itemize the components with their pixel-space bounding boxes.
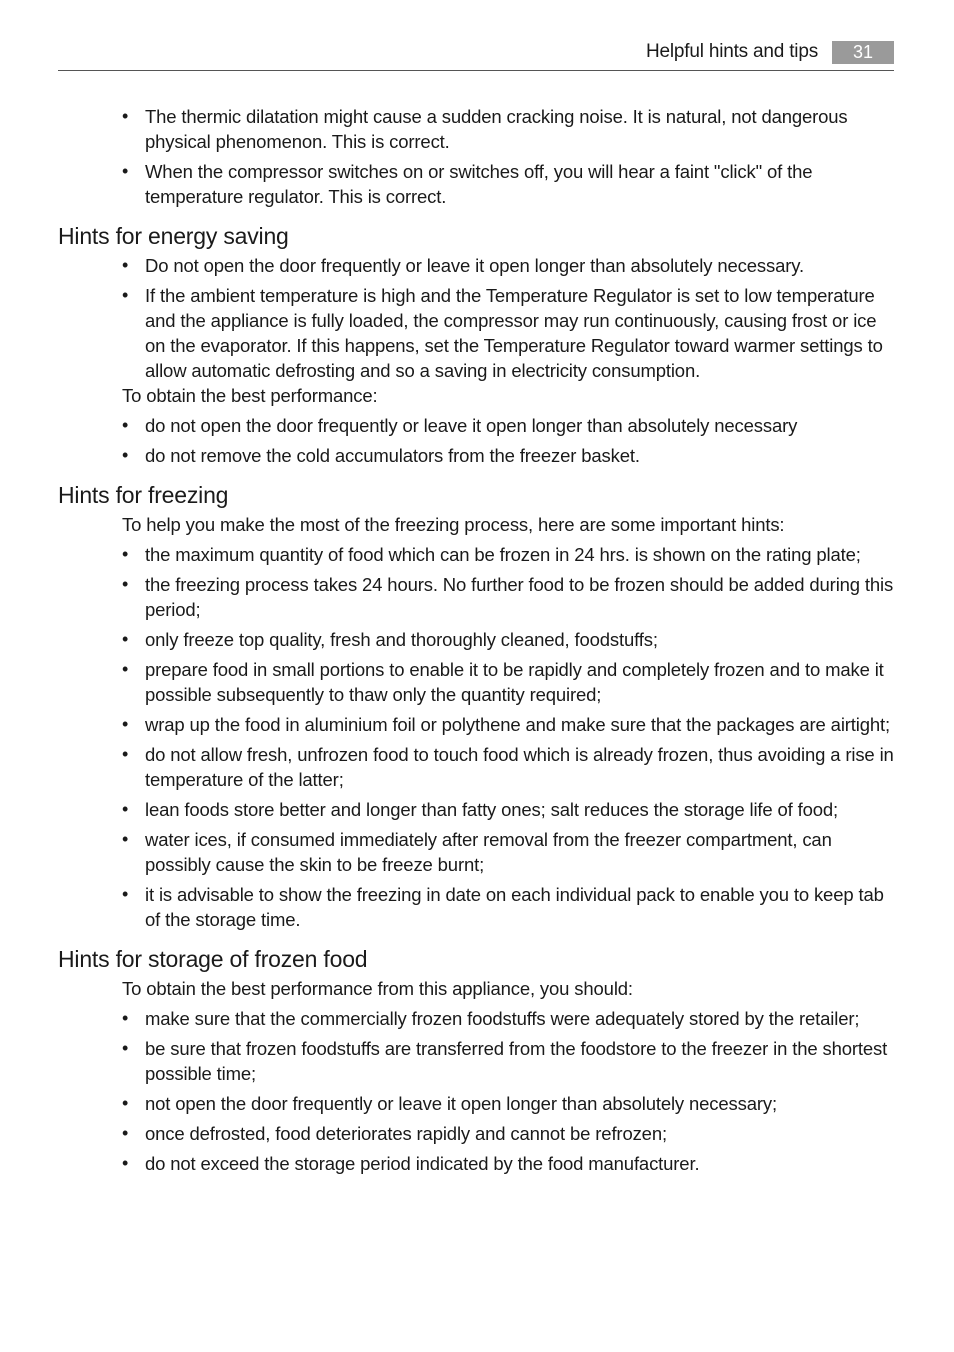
storage-intro: To obtain the best performance from this appliance, you should: [122,978,633,999]
freezing-list [58,542,894,932]
energy-heading: Hints for energy saving [58,223,289,249]
page-number: 31 [832,41,894,64]
page-content [58,104,894,1181]
freezing-intro: To help you make the most of the freezing process, here are some important hints: [122,514,785,535]
storage-heading: Hints for storage of frozen food [58,946,368,972]
intro-list [58,104,894,209]
list-item: • water ices, if consumed immediately after removal from the freezer compartment, can possibly cause the skin to be freeze burnt; [122,827,894,877]
list-item: • once defrosted, food deteriorates rapidly and cannot be refrozen; [122,1121,894,1146]
list-item: • wrap up the food in aluminium foil or polythene and make sure that the packages are airtight; [122,712,894,737]
energy-list [58,253,894,383]
storage-list [58,1006,894,1176]
list-item: • make sure that the commercially frozen foodstuffs were adequately stored by the retailer; [122,1006,894,1031]
list-item: • only freeze top quality, fresh and thoroughly cleaned, foodstuffs; [122,627,894,652]
list-item: • not open the door frequently or leave it open longer than absolutely necessary; [122,1091,894,1116]
page-header [58,40,894,71]
list-item: • prepare food in small portions to enable it to be rapidly and completely frozen and to make it possible subsequently to thaw only the quantity required; [122,657,894,707]
list-item: • do not remove the cold accumulators from the freezer basket. [122,443,894,468]
list-item: • do not exceed the storage period indicated by the food manufacturer. [122,1151,894,1176]
list-item: • If the ambient temperature is high and the Temperature Regulator is set to low temperature and the appliance is fully loaded, the compressor may run continuously, causing frost or ice on the evaporator. If this happens, set the Temperature Regulator toward warmer settings to allow automatic defrosting and so a saving in electricity consumption. [122,283,894,383]
list-item: • Do not open the door frequently or leave it open longer than absolutely necessary. [122,253,894,278]
list-item: • lean foods store better and longer than fatty ones; salt reduces the storage life of food; [122,797,894,822]
list-item: • it is advisable to show the freezing in date on each individual pack to enable you to keep tab of the storage time. [122,882,894,932]
energy-performance-intro: To obtain the best performance: [122,385,378,406]
list-item: • do not allow fresh, unfrozen food to touch food which is already frozen, thus avoiding a rise in temperature of the latter; [122,742,894,792]
list-item: • The thermic dilatation might cause a sudden cracking noise. It is natural, not dangerous physical phenomenon. This is correct. [122,104,894,154]
list-item: • the freezing process takes 24 hours. No further food to be frozen should be added during this period; [122,572,894,622]
list-item: • do not open the door frequently or leave it open longer than absolutely necessary [122,413,894,438]
energy-performance-list [58,413,894,468]
freezing-heading: Hints for freezing [58,482,229,508]
section-title: Helpful hints and tips [646,41,818,62]
list-item: • When the compressor switches on or switches off, you will hear a faint "click" of the temperature regulator. This is correct. [122,159,894,209]
list-item: • be sure that frozen foodstuffs are transferred from the foodstore to the freezer in the shortest possible time; [122,1036,894,1086]
list-item: • the maximum quantity of food which can be frozen in 24 hrs. is shown on the rating plate; [122,542,894,567]
